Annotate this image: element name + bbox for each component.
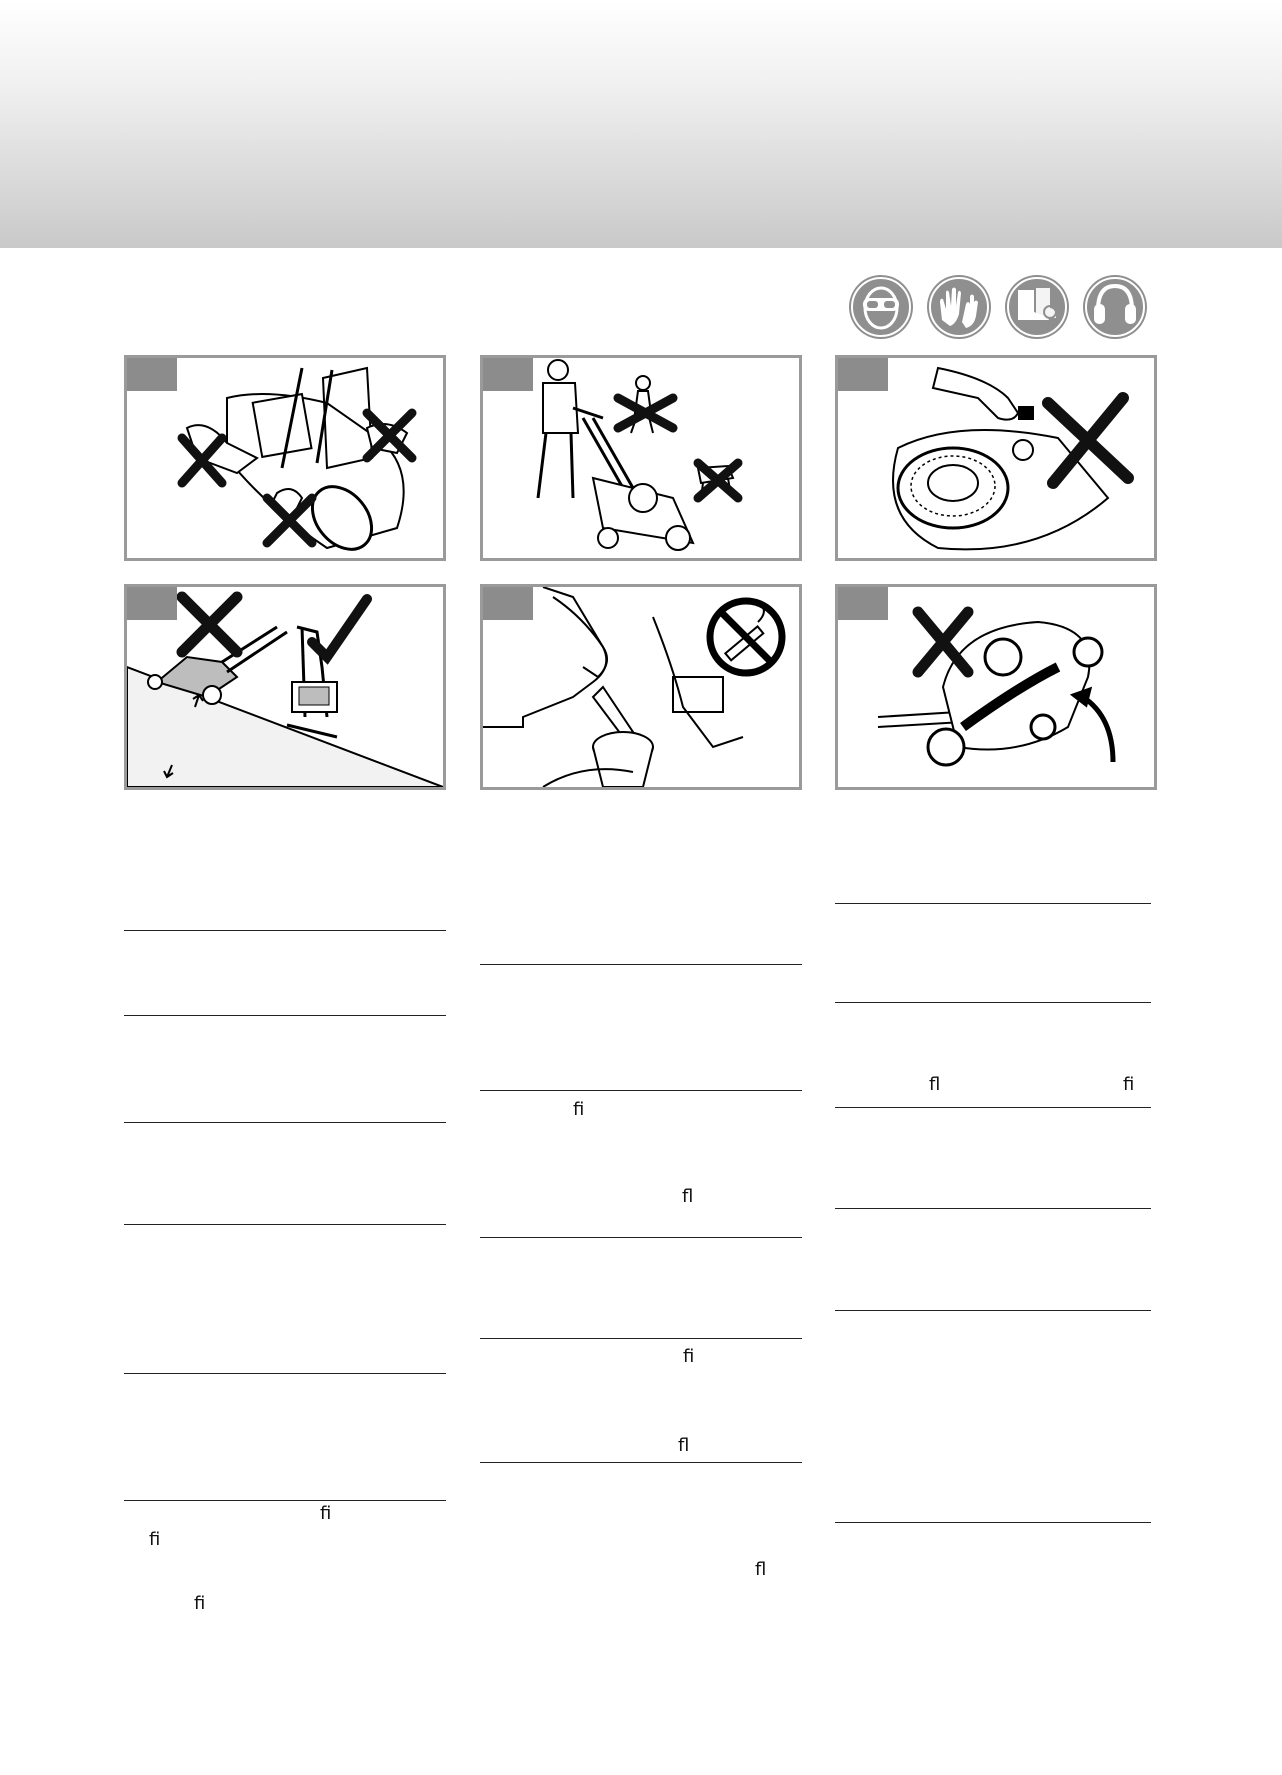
panel-do-not-tilt-running	[835, 584, 1157, 790]
panel-badge	[483, 587, 533, 620]
section-divider	[835, 903, 1151, 904]
ligature-glyph: ﬁ	[573, 1099, 585, 1120]
ligature-glyph: ﬁ	[320, 1503, 332, 1524]
safety-boots-icon	[1004, 274, 1070, 340]
ligature-glyph: ﬂ	[682, 1186, 694, 1207]
panel-badge	[838, 358, 888, 391]
ligature-glyph: ﬂ	[678, 1435, 690, 1456]
panel-hands-feet-away-from-blade	[124, 355, 446, 561]
safety-goggles-icon	[848, 274, 914, 340]
ligature-glyph: ﬁ	[683, 1346, 695, 1367]
panel-no-smoking-refuelling	[480, 584, 802, 790]
section-divider	[835, 1522, 1151, 1523]
section-divider	[480, 964, 802, 965]
section-divider	[480, 1237, 802, 1238]
header-band	[0, 0, 1282, 248]
section-divider	[124, 1500, 446, 1501]
panel-badge	[483, 358, 533, 391]
panel-do-not-open-fuel-cap-hot	[835, 355, 1157, 561]
section-divider	[124, 1122, 446, 1123]
panel-mow-across-slopes	[124, 584, 446, 790]
section-divider	[124, 1015, 446, 1016]
section-divider	[480, 1338, 802, 1339]
section-divider	[124, 930, 446, 931]
protective-gloves-icon	[926, 274, 992, 340]
panel-badge	[127, 358, 177, 391]
panel-badge	[838, 587, 888, 620]
panel-keep-children-pets-away	[480, 355, 802, 561]
section-divider	[835, 1310, 1151, 1311]
section-divider	[480, 1090, 802, 1091]
panel-badge	[127, 587, 177, 620]
section-divider	[835, 1107, 1151, 1108]
ligature-glyph: ﬁ	[1123, 1074, 1135, 1095]
ligature-glyph: ﬂ	[929, 1074, 941, 1095]
ligature-glyph: ﬂ	[755, 1559, 767, 1580]
section-divider	[835, 1208, 1151, 1209]
section-divider	[835, 1002, 1151, 1003]
ligature-glyph: ﬁ	[149, 1529, 161, 1550]
ear-protection-icon	[1082, 274, 1148, 340]
section-divider	[480, 1462, 802, 1463]
section-divider	[124, 1224, 446, 1225]
section-divider	[124, 1373, 446, 1374]
ligature-glyph: ﬁ	[194, 1593, 206, 1614]
